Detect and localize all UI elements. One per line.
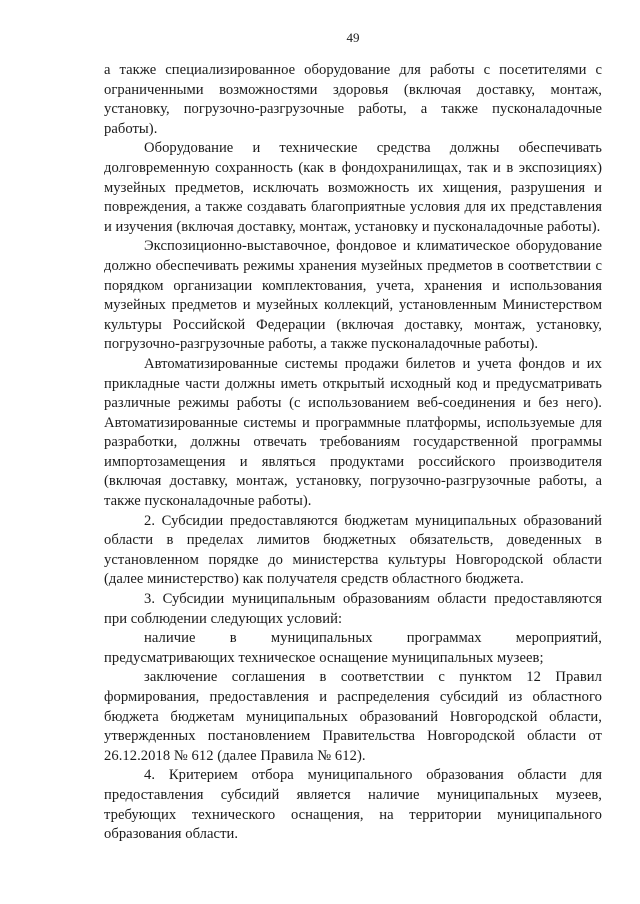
paragraph: 2. Субсидии предоставляются бюджетам муниципальных образований области в пределах лимитов бюджетных обязательств, доведенных в установленном порядке до министерства культуры Новгородской области (далее министерство) как получателя средств областного бюджета.: [104, 512, 602, 588]
paragraph: Оборудование и технические средства должны обеспечивать долговременную сохранность (как в фондохранилищах, так и в экспозициях) музейных предметов, исключать возможность их хищения, разрушения и повреждения, а также создавать благоприятные условия для их представления и изучения (включая доставку, монтаж, установку и пусконаладочные работы).: [104, 140, 602, 235]
paragraph: наличие в муниципальных программах мероприятий, предусматривающих техническое оснащение муниципальных музеев;: [104, 630, 602, 666]
paragraph: 4. Критерием отбора муниципального образования области для предоставления субсидий является наличие муниципальных музеев, требующих технического оснащения, на территории муниципального образования области.: [104, 767, 602, 843]
paragraph: Автоматизированные системы продажи билетов и учета фондов и их прикладные части должны иметь открытый исходный код и предусматривать различные режимы работы (с использованием веб-соединения и без него). Автоматизированные системы и программные платформы, используемые для разработки, должны отвечать требованиям государственной программы импортозамещения и являться продуктами российского производителя (включая доставку, монтаж, установку, погрузочно-разгрузочные работы, а также пусконаладочные работы).: [104, 355, 602, 510]
paragraph: Экспозиционно-выставочное, фондовое и климатическое оборудование должно обеспечивать режимы хранения музейных предметов в соответствии с порядком организации комплектования, учета, хранения и использования музейных предметов и музейных коллекций, установленным Министерством культуры Российской Федерации (включая доставку, монтаж, установку, погрузочно-разгрузочные работы, а также пусконаладочные работы).: [104, 238, 602, 353]
page-number: 49: [346, 30, 360, 45]
paragraph: а также специализированное оборудование для работы с посетителями с ограниченными возможностями здоровья (включая доставку, монтаж, установку, погрузочно-разгрузочные работы, а также пусконаладочные работы).: [104, 62, 602, 137]
document-body: [104, 61, 602, 845]
paragraph: 3. Субсидии муниципальным образованиям области предоставляются при соблюдении следующих условий:: [104, 591, 602, 627]
paragraph: заключение соглашения в соответствии с пунктом 12 Правил формирования, предоставления и распределения субсидий из областного бюджета бюджетам муниципальных образований Новгородской области, утвержденных постановлением Правительства Новгородской области от 26.12.2018 № 612 (далее Правила № 612).: [104, 669, 602, 764]
